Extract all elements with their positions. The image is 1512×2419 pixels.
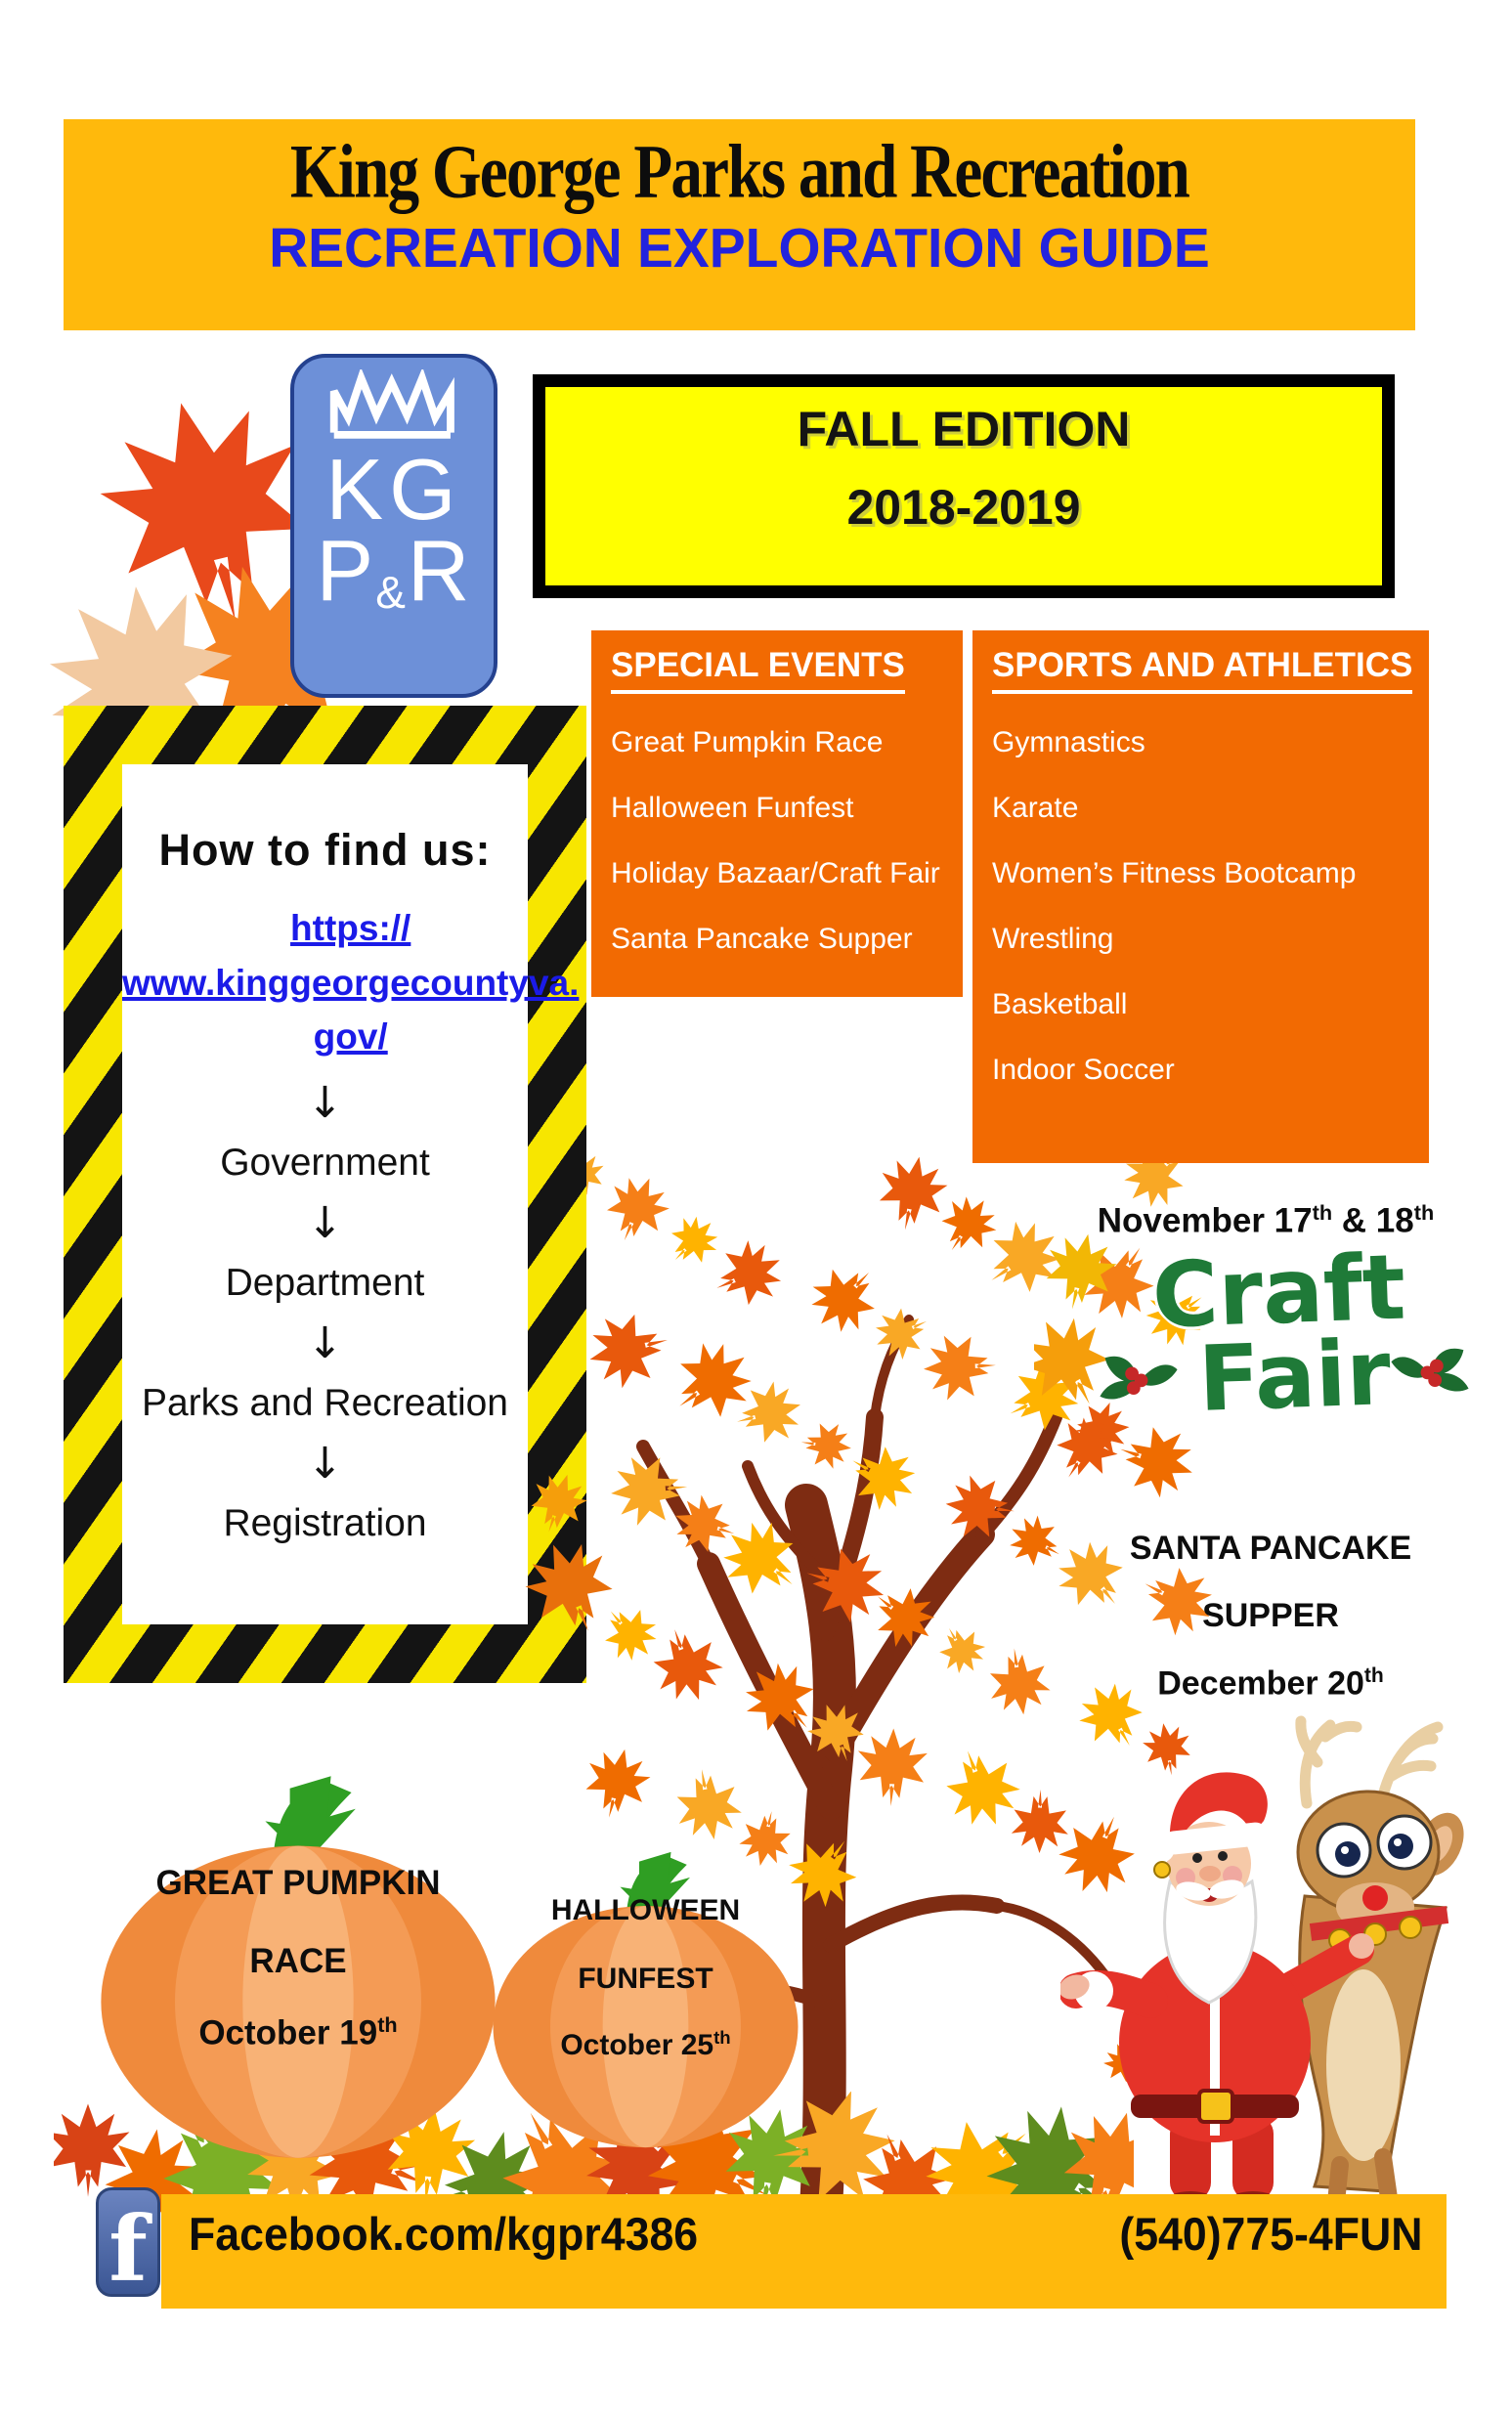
edition-years: 2018-2019 bbox=[846, 480, 1081, 535]
website-link-line[interactable]: https:// bbox=[290, 908, 411, 948]
sport-item: Basketball bbox=[992, 988, 1128, 1020]
nav-step: Registration bbox=[223, 1501, 427, 1544]
header-band bbox=[64, 119, 1415, 330]
sport-item: Women’s Fitness Bootcamp bbox=[992, 857, 1357, 889]
santa-reindeer-illustration bbox=[1060, 1706, 1510, 2214]
page-title: King George Parks and Recreation bbox=[289, 129, 1189, 215]
edition-box bbox=[533, 374, 1395, 598]
special-events-list bbox=[611, 726, 943, 956]
facebook-url[interactable]: Facebook.com/kgpr4386 bbox=[189, 2208, 699, 2260]
santa-supper-line: SANTA PANCAKE bbox=[1129, 1530, 1412, 1567]
phone-number: (540)775-4FUN bbox=[1119, 2208, 1423, 2260]
santa-supper-line: SUPPER bbox=[1202, 1597, 1339, 1634]
ordinal-suffix: th bbox=[713, 2027, 731, 2048]
sports-title: SPORTS AND ATHLETICS bbox=[992, 646, 1412, 694]
santa-supper-date-text: December 20 bbox=[1157, 1664, 1364, 1703]
funfest-date bbox=[487, 2027, 804, 2062]
holly-icon bbox=[1097, 1349, 1181, 1417]
find-us-content bbox=[122, 764, 580, 1624]
funfest-date-text: October 25 bbox=[560, 2029, 714, 2061]
logo-letter-r: R bbox=[407, 522, 472, 619]
crown-icon bbox=[316, 369, 472, 446]
santa-supper-note bbox=[1119, 1530, 1422, 1732]
event-item: Santa Pancake Supper bbox=[611, 923, 913, 955]
event-item: Great Pumpkin Race bbox=[611, 726, 884, 758]
logo-ampersand: & bbox=[375, 567, 408, 618]
pumpkin-race-date-text: October 19 bbox=[198, 2013, 378, 2052]
special-events-panel bbox=[591, 630, 963, 997]
craft-fair-date-text: November 17 bbox=[1097, 1201, 1313, 1240]
kgpr-logo bbox=[290, 354, 497, 698]
pumpkin-race-line: GREAT PUMPKIN bbox=[155, 1864, 441, 1902]
craft-fair-date-text: & 18 bbox=[1332, 1201, 1414, 1240]
website-link-line[interactable]: www.kinggeorgecountyva. bbox=[122, 962, 580, 1003]
maple-leaf-icon bbox=[508, 1456, 616, 1652]
down-arrow-icon: ↓ bbox=[307, 1197, 343, 1248]
ordinal-suffix: th bbox=[1413, 1200, 1435, 1225]
sport-item: Gymnastics bbox=[992, 726, 1145, 758]
sport-item: Indoor Soccer bbox=[992, 1054, 1175, 1086]
pumpkin-race-date bbox=[93, 2012, 503, 2053]
page-subtitle: RECREATION EXPLORATION GUIDE bbox=[269, 217, 1210, 280]
pumpkin-icon bbox=[487, 1820, 804, 2180]
logo-letters-pr bbox=[294, 522, 494, 634]
logo-letters-kg: KG bbox=[325, 441, 462, 538]
craft-fair-word: Fair bbox=[1196, 1320, 1393, 1433]
special-events-title: SPECIAL EVENTS bbox=[611, 646, 905, 694]
ordinal-suffix: th bbox=[1363, 1664, 1384, 1687]
website-link-line[interactable]: gov/ bbox=[313, 1016, 388, 1057]
holly-icon bbox=[1388, 1341, 1472, 1409]
santa-supper-date bbox=[1119, 1664, 1422, 1703]
down-arrow-icon: ↓ bbox=[307, 1077, 343, 1128]
footer-bar bbox=[161, 2194, 1447, 2309]
website-link[interactable] bbox=[122, 901, 579, 1064]
logo-letter-p: P bbox=[316, 522, 376, 619]
craft-fair-word: Craft bbox=[1150, 1234, 1407, 1349]
nav-step: Parks and Recreation bbox=[141, 1381, 509, 1424]
sport-item: Karate bbox=[992, 792, 1079, 824]
ordinal-suffix: th bbox=[377, 2012, 398, 2037]
nav-step: Government bbox=[220, 1141, 430, 1184]
sports-list bbox=[992, 726, 1409, 1087]
event-item: Holiday Bazaar/Craft Fair bbox=[611, 857, 940, 889]
pumpkin-great-race bbox=[93, 1754, 503, 2180]
event-item: Halloween Funfest bbox=[611, 792, 854, 824]
edition-title: FALL EDITION bbox=[797, 402, 1131, 456]
sport-item: Wrestling bbox=[992, 923, 1114, 955]
find-us-title: How to find us: bbox=[158, 825, 492, 875]
nav-step: Department bbox=[225, 1261, 425, 1304]
ordinal-suffix: th bbox=[1312, 1200, 1333, 1225]
down-arrow-icon: ↓ bbox=[307, 1317, 343, 1368]
sports-panel bbox=[972, 630, 1429, 1163]
funfest-line: FUNFEST bbox=[578, 1963, 713, 1995]
down-arrow-icon: ↓ bbox=[307, 1438, 343, 1489]
pumpkin-halloween-funfest bbox=[487, 1820, 804, 2180]
funfest-line: HALLOWEEN bbox=[550, 1894, 741, 1926]
facebook-icon[interactable]: f bbox=[96, 2187, 160, 2297]
pumpkin-race-line: RACE bbox=[249, 1942, 347, 1980]
